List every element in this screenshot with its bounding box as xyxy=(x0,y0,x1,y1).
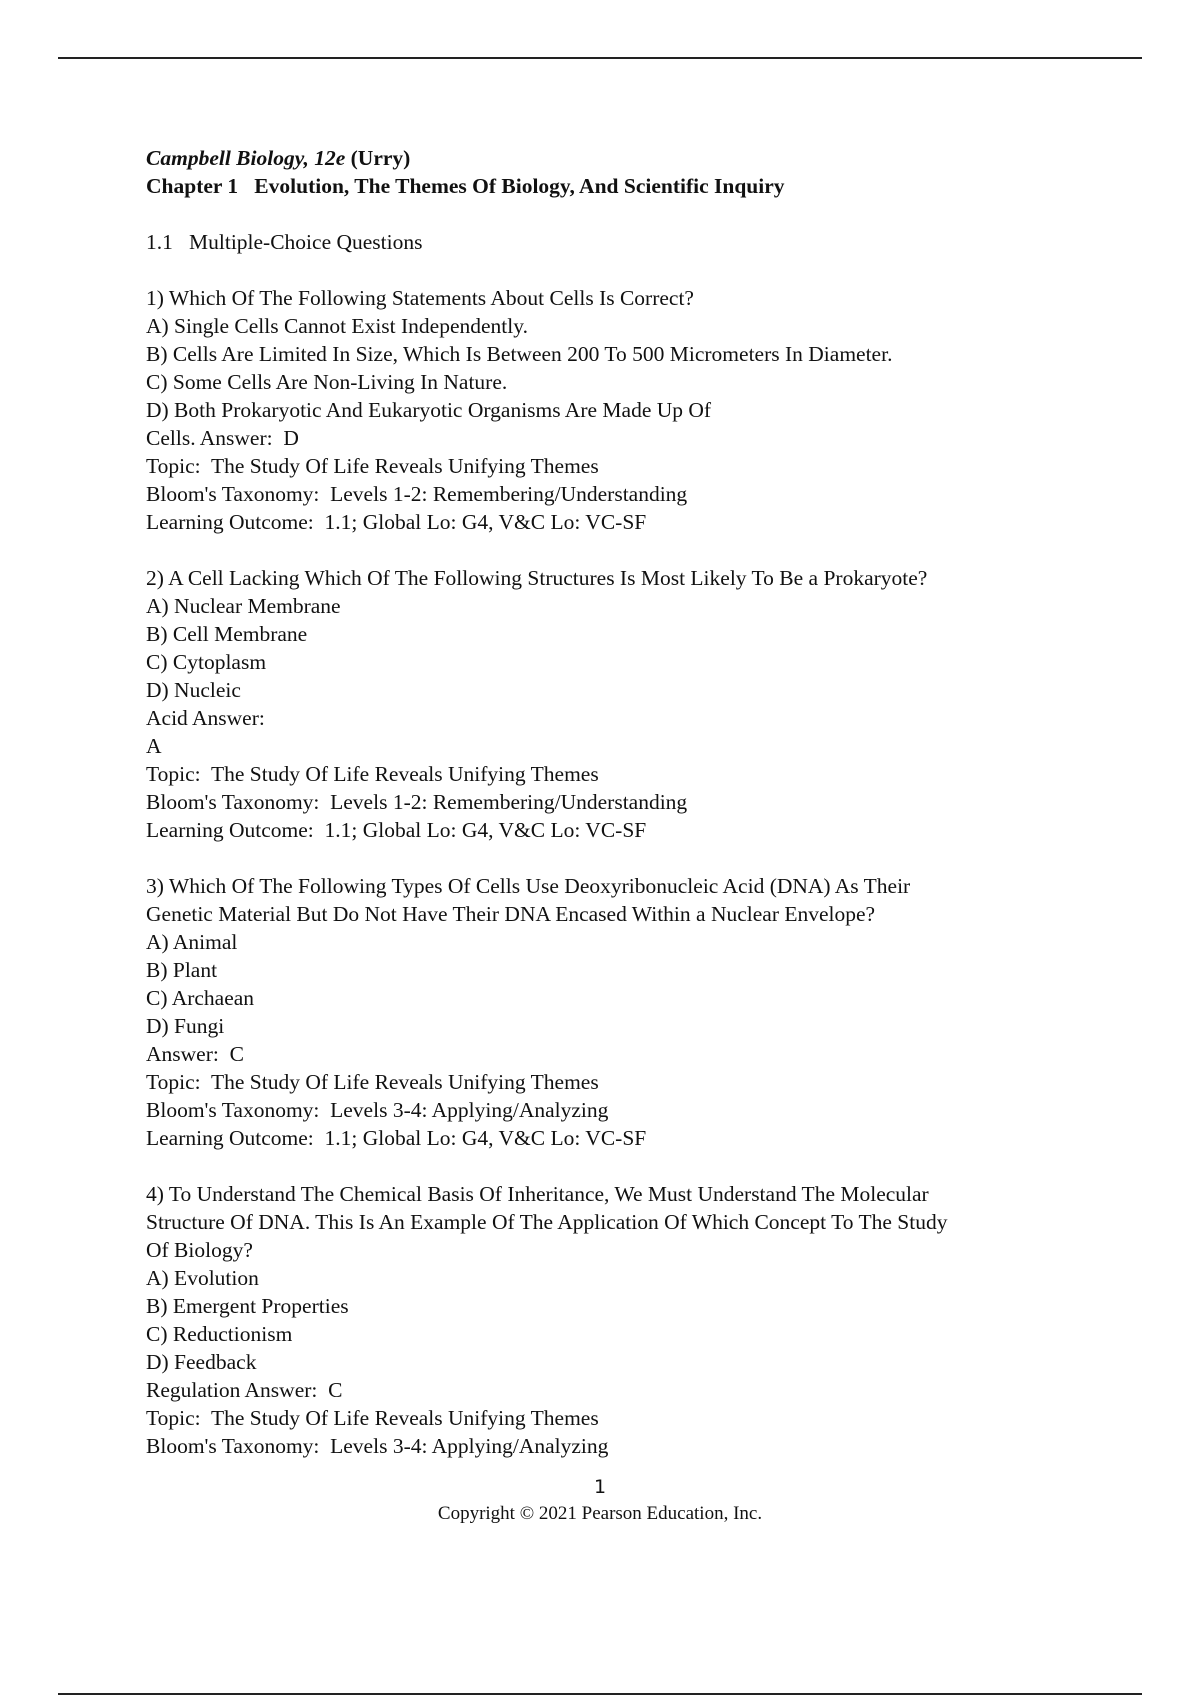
question-4-option-d: D) Feedback xyxy=(146,1350,257,1374)
question-2-stem: 2) A Cell Lacking Which Of The Following Structures Is Most Likely To Be a Prokaryote? xyxy=(146,566,928,590)
question-2-answer-label: Acid Answer: xyxy=(146,706,265,730)
chapter-title: Chapter 1 Evolution, The Themes Of Biology, And Scientific Inquiry xyxy=(146,174,785,198)
question-1-outcome: Learning Outcome: 1.1; Global Lo: G4, V&C Lo: VC-SF xyxy=(146,510,647,534)
question-3-option-b: B) Plant xyxy=(146,958,218,982)
question-4-stem-end: Of Biology? xyxy=(146,1238,253,1262)
question-4-topic: Topic: The Study Of Life Reveals Unifying Themes xyxy=(146,1406,599,1430)
question-2-outcome: Learning Outcome: 1.1; Global Lo: G4, V&C Lo: VC-SF xyxy=(146,818,647,842)
question-1-option-d: D) Both Prokaryotic And Eukaryotic Organisms Are Made Up Of xyxy=(146,398,712,422)
question-1-option-a: A) Single Cells Cannot Exist Independently. xyxy=(146,314,528,338)
question-3-stem: 3) Which Of The Following Types Of Cells Use Deoxyribonucleic Acid (DNA) As Their xyxy=(146,874,911,898)
question-3-option-c: C) Archaean xyxy=(146,986,255,1010)
question-1-blooms: Bloom's Taxonomy: Levels 1-2: Remembering/Understanding xyxy=(146,482,688,506)
page-content xyxy=(146,144,1106,1460)
page-number: 1 xyxy=(593,1476,607,1498)
question-1-option-b: B) Cells Are Limited In Size, Which Is Between 200 To 500 Micrometers In Diameter. xyxy=(146,342,893,366)
question-4-stem: 4) To Understand The Chemical Basis Of Inheritance, We Must Understand The Molecular xyxy=(146,1182,929,1206)
question-4-answer: Regulation Answer: C xyxy=(146,1378,343,1402)
question-3-outcome: Learning Outcome: 1.1; Global Lo: G4, V&C Lo: VC-SF xyxy=(146,1126,647,1150)
question-2-blooms: Bloom's Taxonomy: Levels 1-2: Remembering/Understanding xyxy=(146,790,688,814)
question-2-option-a: A) Nuclear Membrane xyxy=(146,594,341,618)
question-4 xyxy=(146,1180,1106,1460)
question-1-answer: Cells. Answer: D xyxy=(146,426,299,450)
copyright-notice: Copyright © 2021 Pearson Education, Inc. xyxy=(437,1503,763,1524)
question-3-topic: Topic: The Study Of Life Reveals Unifying Themes xyxy=(146,1070,599,1094)
question-3-option-d: D) Fungi xyxy=(146,1014,225,1038)
section-heading: 1.1 Multiple-Choice Questions xyxy=(146,230,423,254)
question-1-topic: Topic: The Study Of Life Reveals Unifying Themes xyxy=(146,454,599,478)
question-2-option-b: B) Cell Membrane xyxy=(146,622,308,646)
question-2-answer: A xyxy=(146,734,162,758)
question-3-option-a: A) Animal xyxy=(146,930,238,954)
question-1 xyxy=(146,284,1106,536)
question-4-option-b: B) Emergent Properties xyxy=(146,1294,349,1318)
question-1-stem: 1) Which Of The Following Statements About Cells Is Correct? xyxy=(146,286,694,310)
question-4-option-c: C) Reductionism xyxy=(146,1322,293,1346)
question-2 xyxy=(146,564,1106,844)
question-3-answer: Answer: C xyxy=(146,1042,244,1066)
book-title-name: Campbell Biology, 12e xyxy=(146,146,346,170)
question-1-option-c: C) Some Cells Are Non-Living In Nature. xyxy=(146,370,508,394)
book-title xyxy=(146,144,1106,172)
question-3 xyxy=(146,872,1106,1152)
question-2-option-d: D) Nucleic xyxy=(146,678,241,702)
question-4-blooms: Bloom's Taxonomy: Levels 3-4: Applying/Analyzing xyxy=(146,1434,609,1458)
top-rule xyxy=(58,57,1142,59)
question-3-blooms: Bloom's Taxonomy: Levels 3-4: Applying/Analyzing xyxy=(146,1098,609,1122)
question-2-option-c: C) Cytoplasm xyxy=(146,650,267,674)
question-3-stem-cont: Genetic Material But Do Not Have Their DNA Encased Within a Nuclear Envelope? xyxy=(146,902,876,926)
question-4-stem-cont: Structure Of DNA. This Is An Example Of The Application Of Which Concept To The Study xyxy=(146,1210,948,1234)
question-4-option-a: A) Evolution xyxy=(146,1266,259,1290)
book-title-author: (Urry) xyxy=(345,146,411,170)
bottom-rule xyxy=(58,1693,1142,1695)
question-2-topic: Topic: The Study Of Life Reveals Unifying Themes xyxy=(146,762,599,786)
